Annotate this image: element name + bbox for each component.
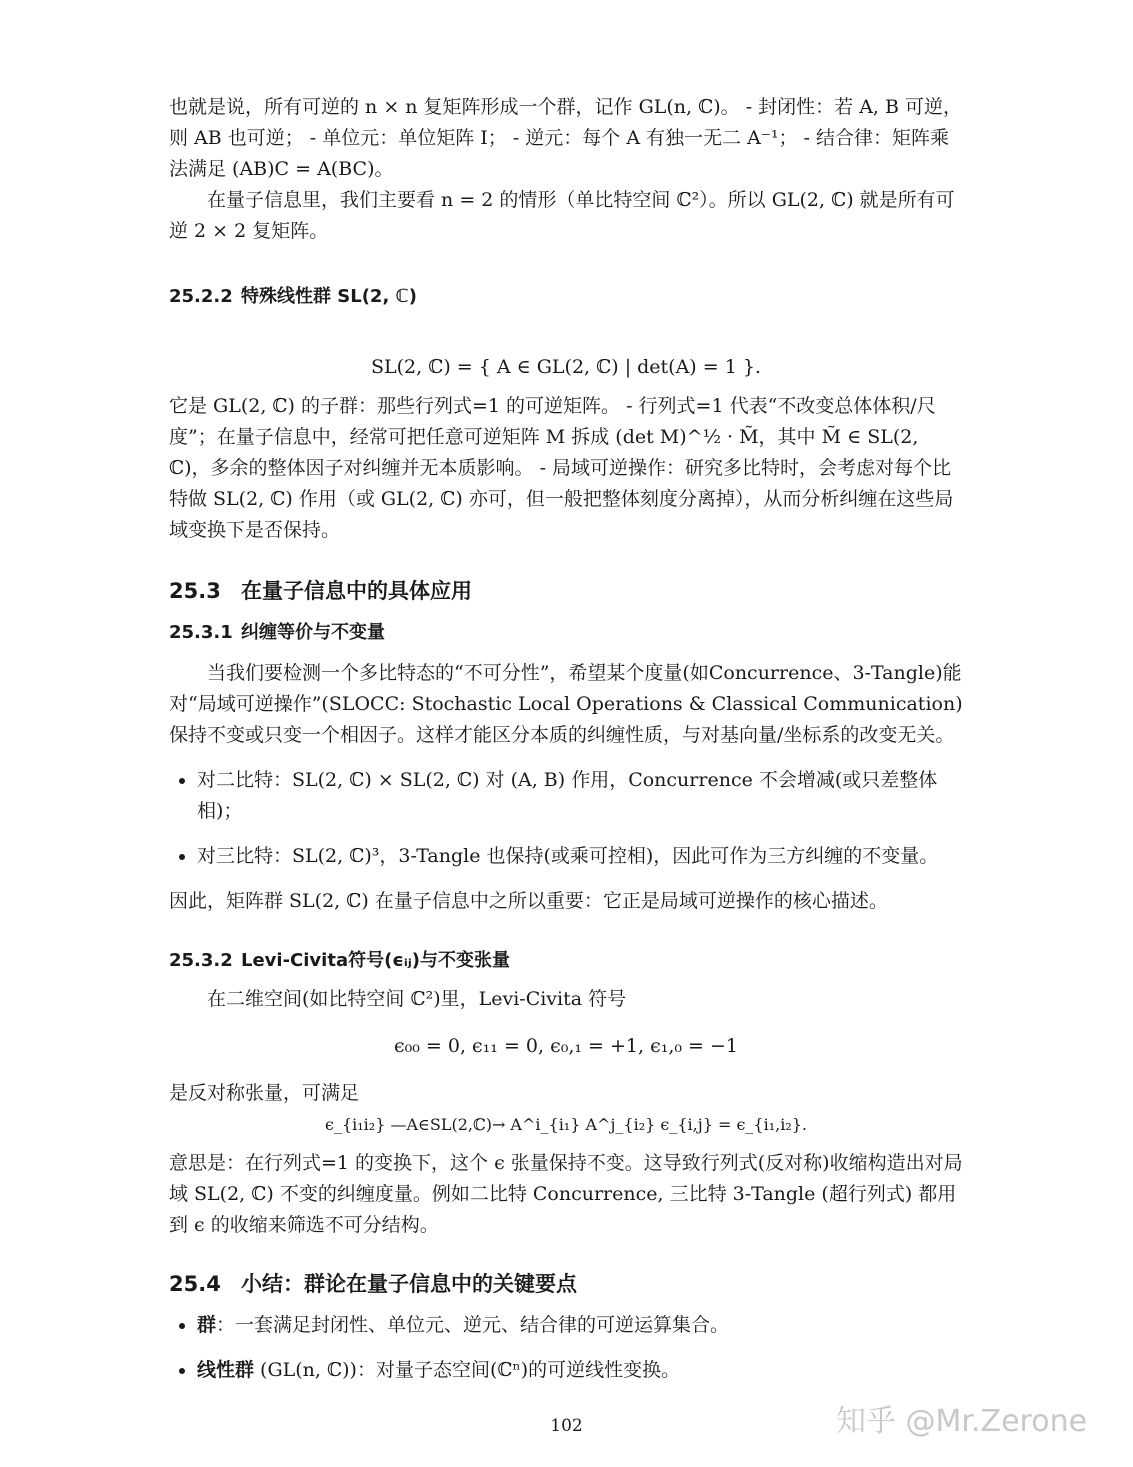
- section-heading-25-3: [169, 576, 963, 607]
- list-item: • 对二比特：SL(2, ℂ) × SL(2, ℂ) 对 (A, B) 作用，Concurrence 不会增减(或只差整体相)；: [197, 765, 963, 827]
- term-linear-group: 线性群: [197, 1359, 255, 1381]
- subsection-title: 特殊线性群 SL(2, ℂ): [241, 286, 417, 307]
- equation-epsilon-values: ϵ₀₀ = 0, ϵ₁₁ = 0, ϵ₀,₁ = +1, ϵ₁,₀ = −1: [393, 1035, 738, 1057]
- paragraph-qubit-gl2: 在量子信息里，我们主要看 n = 2 的情形（单比特空间 ℂ²）。所以 GL(2, ℂ) 就是所有可逆 2 × 2 复矩阵。: [169, 189, 955, 242]
- section-title: 小结：群论在量子信息中的关键要点: [241, 1272, 577, 1296]
- list-item: [197, 1310, 963, 1341]
- section-heading-25-4: [169, 1269, 963, 1300]
- bullet-list-invariants: [169, 765, 963, 872]
- paragraph-sl2-subgroup: 它是 GL(2, ℂ) 的子群：那些行列式=1 的可逆矩阵。 - 行列式=1 代表“不改变总体体积/尺度”；在量子信息中，经常可把任意可逆矩阵 M 拆成 (det M)^½ · M̃，其中 M̃ ∈ SL(2, ℂ)，多余的整体因子对纠缠并无本质影响。 - 局域可逆操作：研究多比特时，会考虑对每个比特做 SL(2, ℂ) 作用（或 GL(2, ℂ) 亦可，但一般把整体刻度分离掉），从而分析纠缠在这些局域变换下是否保持。: [169, 395, 954, 541]
- term-definition: ：一套满足封闭性、单位元、逆元、结合律的可逆运算集合。: [216, 1314, 730, 1336]
- subsection-number: 25.3.1: [169, 622, 233, 643]
- list-item: [197, 1355, 963, 1386]
- term-group: 群: [197, 1314, 217, 1336]
- subsection-number: 25.3.2: [169, 950, 233, 971]
- paragraph-slocc-invariants: 当我们要检测一个多比特态的“不可分性”，希望某个度量(如Concurrence、3-Tangle)能对“局域可逆操作”(SLOCC: Stochastic Local Operations & Classical Communication)保持不变或只变一个相因子。这样才能区分本质的纠缠性质，与对基向量/坐标系的改变无关。: [169, 662, 963, 746]
- subsection-title: Levi-Civita符号(ϵᵢⱼ)与不变张量: [241, 950, 511, 971]
- section-title: 在量子信息中的具体应用: [241, 579, 472, 603]
- subsection-heading-25-3-2: [169, 945, 963, 976]
- section-number: 25.3: [169, 579, 221, 603]
- list-item: • 对三比特：SL(2, ℂ)³，3-Tangle 也保持(或乘可控相)，因此可作为三方纠缠的不变量。: [197, 841, 963, 872]
- subsection-number: 25.2.2: [169, 286, 233, 307]
- paragraph-antisymmetric: 是反对称张量，可满足: [169, 1082, 360, 1104]
- page-number: 102: [550, 1416, 583, 1436]
- paragraph-levi-civita-intro: 在二维空间(如比特空间 ℂ²)里，Levi-Civita 符号: [207, 988, 627, 1010]
- equation-sl2-definition: SL(2, ℂ) = { A ∈ GL(2, ℂ) | det(A) = 1 }.: [371, 356, 761, 378]
- subsection-heading-25-3-1: [169, 617, 963, 648]
- watermark: 知乎 @Mr.Zerone: [836, 1404, 1088, 1439]
- equation-epsilon-invariance: ϵ_{i₁i₂} —A∈SL(2,ℂ)→ A^i_{i₁} A^j_{i₂} ϵ_{i,j} = ϵ_{i₁,i₂}.: [325, 1115, 807, 1134]
- paragraph-group-definition: 也就是说，所有可逆的 n × n 复矩阵形成一个群，记作 GL(n, ℂ)。 - 封闭性：若 A, B 可逆，则 AB 也可逆； - 单位元：单位矩阵 I； - 逆元：每个 A 有独一无二 A⁻¹； - 结合律：矩阵乘法满足 (AB)C = A(BC)。: [169, 96, 962, 180]
- page-content: [169, 92, 963, 1386]
- section-number: 25.4: [169, 1272, 221, 1296]
- subsection-heading-25-2-2: [169, 281, 963, 312]
- term-definition: (GL(n, ℂ))：对量子态空间(ℂⁿ)的可逆线性变换。: [254, 1359, 681, 1381]
- paragraph-epsilon-meaning: 意思是：在行列式=1 的变换下，这个 ϵ 张量保持不变。这导致行列式(反对称)收缩构造出对局域 SL(2, ℂ) 不变的纠缠度量。例如二比特 Concurrence, 三比特 3-Tangle (超行列式) 都用到 ϵ 的收缩来筛选不可分结构。: [169, 1152, 963, 1236]
- paragraph-sl2-importance: 因此，矩阵群 SL(2, ℂ) 在量子信息中之所以重要：它正是局域可逆操作的核心描述。: [169, 890, 888, 912]
- subsection-title: 纠缠等价与不变量: [241, 622, 385, 643]
- bullet-list-summary: [169, 1310, 963, 1386]
